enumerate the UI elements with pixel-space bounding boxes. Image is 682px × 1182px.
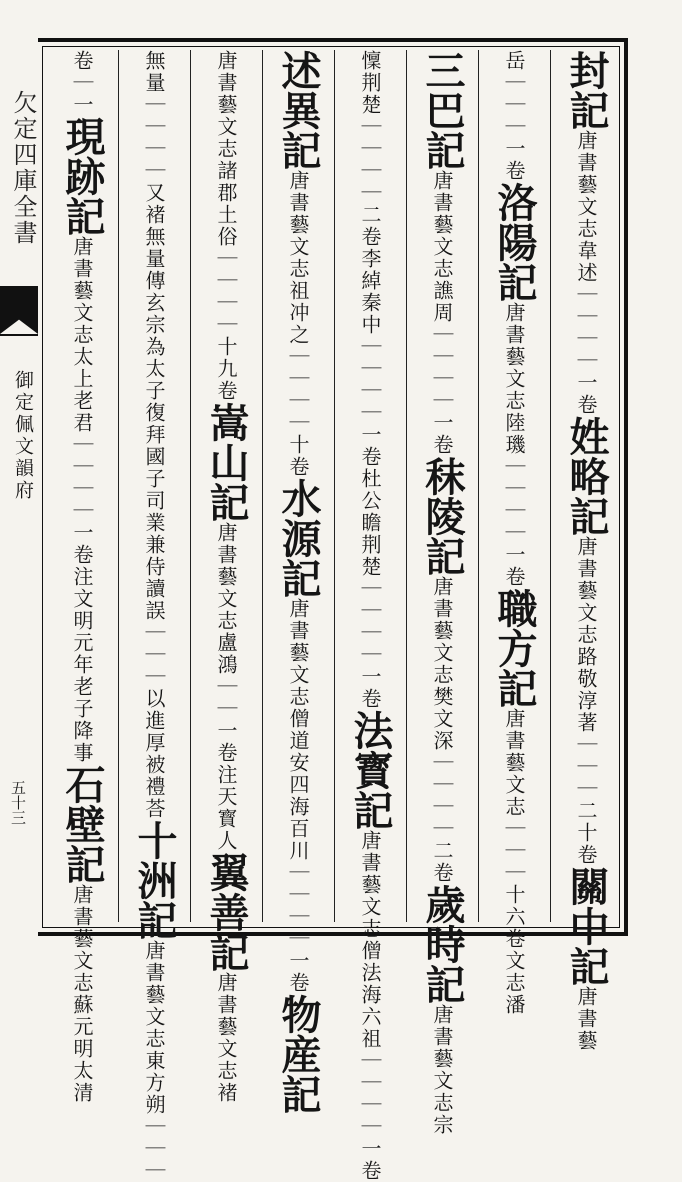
entry-annotation: 岳｜｜｜一卷	[502, 50, 526, 182]
column-rule	[262, 50, 263, 922]
entry-annotation: 唐書藝文志盧鴻｜｜一卷注天寳人	[214, 522, 238, 852]
entry-headword: 三巴記	[419, 50, 466, 170]
page-frame	[38, 38, 628, 936]
text-column	[275, 50, 322, 1114]
entry-headword: 水源記	[275, 478, 322, 598]
entry-headword: 職方記	[491, 588, 538, 708]
column-rule	[406, 50, 407, 922]
entry-annotation: 唐書藝文志路敬淳著｜｜｜二十卷	[574, 536, 598, 866]
entry-headword: 現跡記	[59, 116, 106, 236]
book-title: 御定佩文韻府	[12, 370, 34, 502]
column-rule	[550, 50, 551, 922]
entry-annotation: 唐書藝文志僧道安四海百川｜｜｜｜一卷	[286, 598, 310, 994]
entry-annotation: 唐書藝文志褚	[214, 972, 238, 1104]
entry-annotation: 唐書藝	[574, 986, 598, 1052]
entry-annotation: 唐書藝文志僧法海六祖｜｜｜｜一卷	[358, 830, 382, 1182]
entry-headword: 歲時記	[419, 884, 466, 1004]
entry-headword: 法寳記	[347, 710, 394, 830]
entry-headword: 嵩山記	[203, 402, 250, 522]
entry-annotation: 唐書藝文志陸璣｜｜｜｜一卷	[502, 302, 526, 588]
entry-headword: 關中記	[563, 866, 610, 986]
text-column	[347, 50, 394, 1182]
entry-annotation: 唐書藝文志宗	[430, 1004, 454, 1136]
entry-annotation: 唐書藝文志韋述｜｜｜｜一卷	[574, 130, 598, 416]
text-column	[419, 50, 466, 1136]
margin-divider	[0, 334, 38, 336]
entry-headword: 秣陵記	[419, 456, 466, 576]
entry-headword: 述異記	[275, 50, 322, 170]
text-column	[491, 50, 538, 1016]
entry-annotation: 唐書藝文志太上老君｜｜｜｜一卷注文明元年老子降事	[70, 236, 94, 764]
entry-annotation: 唐書藝文志諸郡土俗｜｜｜｜十九卷	[214, 50, 238, 402]
entry-headword: 封記	[563, 50, 610, 130]
fishtail-mark	[0, 286, 38, 334]
margin-header-text: 欠定四庫全書	[9, 90, 37, 246]
entry-headword: 翼善記	[203, 852, 250, 972]
entry-annotation: 唐書藝文志蘇元明太清	[70, 884, 94, 1104]
column-rule	[118, 50, 119, 922]
column-rule	[478, 50, 479, 922]
entry-headword: 洛陽記	[491, 182, 538, 302]
entry-annotation: 文志潘	[502, 950, 526, 1016]
entry-annotation: 唐書藝文志東方朔｜｜｜	[142, 940, 166, 1182]
column-rule	[190, 50, 191, 922]
page-margin	[0, 38, 38, 936]
text-column	[59, 50, 106, 1104]
entry-annotation: 卷｜一	[70, 50, 94, 116]
entry-annotation: 唐書藝文志樊文深｜｜｜｜二卷	[430, 576, 454, 884]
text-column	[203, 50, 250, 1104]
entry-annotation: 唐書藝文志祖冲之｜｜｜｜十卷	[286, 170, 310, 478]
entry-annotation: 唐書藝文志｜｜｜十六卷	[502, 708, 526, 950]
entry-annotation: 唐書藝文志譙周｜｜｜｜一卷	[430, 170, 454, 456]
text-column	[563, 50, 610, 1052]
column-rule	[334, 50, 335, 922]
text-column	[131, 50, 178, 1182]
entry-headword: 姓略記	[563, 416, 610, 536]
entry-annotation: 懍荆楚｜｜｜｜二卷李綽秦中｜｜｜｜一卷杜公瞻荆楚｜｜｜｜一卷	[358, 50, 382, 710]
entry-headword: 十洲記	[131, 820, 178, 940]
entry-headword: 物産記	[275, 994, 322, 1114]
page-number: 五十三	[9, 780, 27, 825]
entry-annotation: 無量｜｜｜｜又褚無量傳玄宗為太子復拜國子司業兼侍讀誤｜｜｜以進厚被禮荅	[142, 50, 166, 820]
entry-headword: 石壁記	[59, 764, 106, 884]
